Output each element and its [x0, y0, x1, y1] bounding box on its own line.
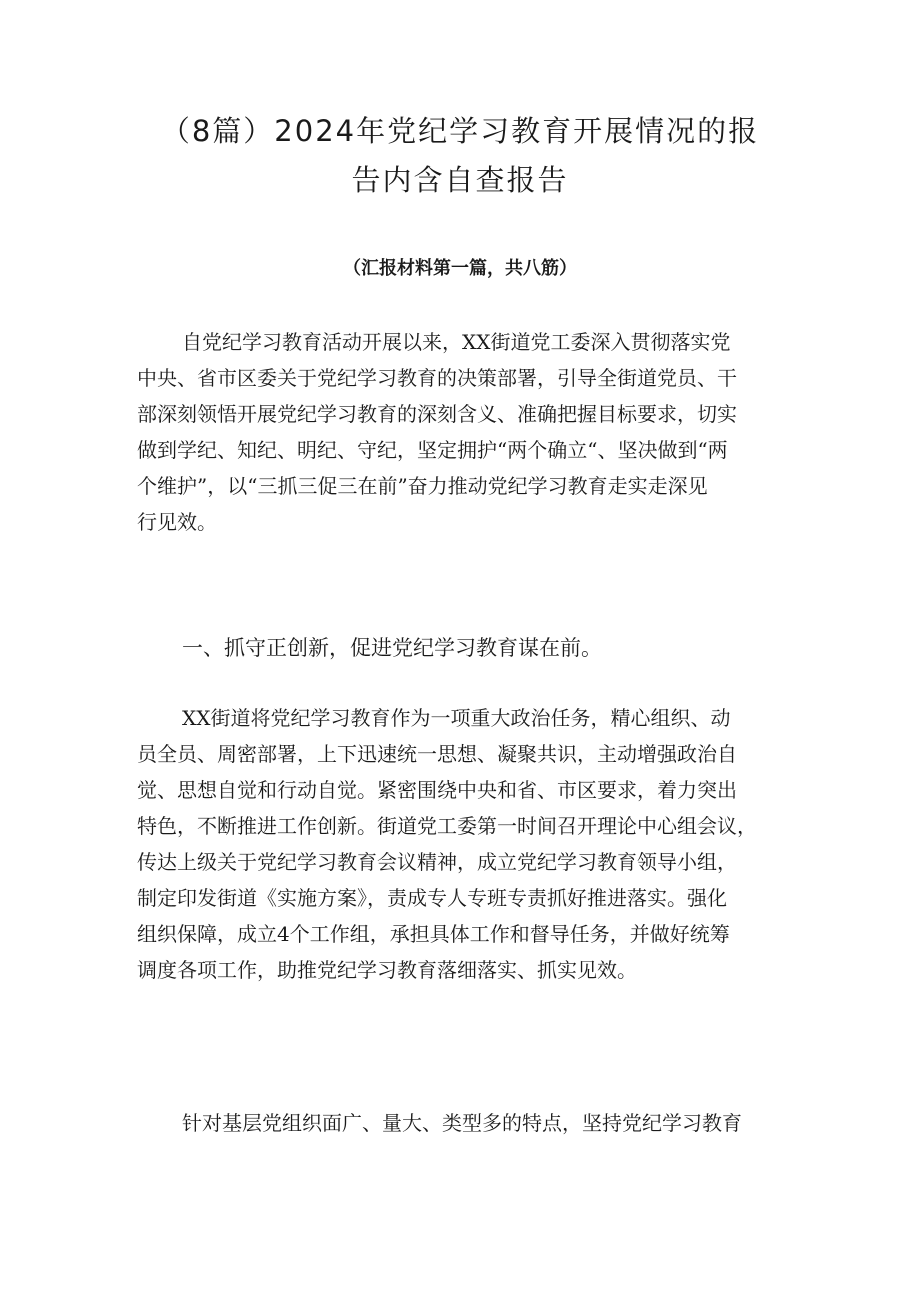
paragraph-line: 特色，不断推进工作创新。街道党工委第一时间召开理论中心组会议， — [137, 814, 757, 838]
paragraph-line: 制定印发街道《实施方案》，责成专人专班专责抓好推进落实。强化 — [137, 886, 727, 910]
paragraph-grassroots — [137, 1105, 797, 1141]
paragraph-line: 个维护”，以“三抓三促三在前”奋力推动党纪学习教育走实走深见 — [137, 474, 708, 498]
paragraph-line: 员全员、周密部署，上下迅速统一思想、凝聚共识，主动增强政治自 — [137, 742, 737, 766]
document-subtitle: （汇报材料第一篇，共八筋） — [343, 258, 577, 279]
paragraph-line: 做到学纪、知纪、明纪、守纪，坚定拥护“两个确立“、坚决做到“两 — [137, 438, 728, 462]
paragraph-line: XX街道将党纪学习教育作为一项重大政治任务，精心组织、动 — [182, 706, 731, 730]
paragraph-section1 — [137, 700, 797, 988]
section-heading-1: 一、抓守正创新，促进党纪学习教育谋在前。 — [182, 636, 602, 660]
paragraph-intro — [137, 324, 797, 540]
document-title-line-1: （8篇）2024年党纪学习教育开展情况的报 — [160, 114, 760, 148]
paragraph-line: 传达上级关于党纪学习教育会议精神，成立党纪学习教育领导小组， — [137, 850, 737, 874]
paragraph-line: 调度各项工作，助推党纪学习教育落细落实、抓实见效。 — [137, 958, 637, 982]
paragraph-line: 中央、省市区委关于党纪学习教育的决策部署，引导全街道党员、干 — [137, 366, 737, 390]
paragraph-line: 行见效。 — [137, 510, 217, 534]
paragraph-line: 组织保障，成立4个工作组，承担具体工作和督导任务，并做好统筹 — [137, 922, 730, 946]
paragraph-line: 针对基层党组织面广、量大、类型多的特点，坚持党纪学习教育 — [182, 1111, 742, 1135]
paragraph-line: 自党纪学习教育活动开展以来，XX街道党工委深入贯彻落实党 — [182, 330, 731, 354]
document-title-line-2: 告内含自查报告 — [351, 163, 569, 197]
paragraph-line: 部深刻领悟开展党纪学习教育的深刻含义、准确把握目标要求，切实 — [137, 402, 737, 426]
paragraph-line: 觉、思想自觉和行动自觉。紧密围绕中央和省、市区要求，着力突出 — [137, 778, 737, 802]
